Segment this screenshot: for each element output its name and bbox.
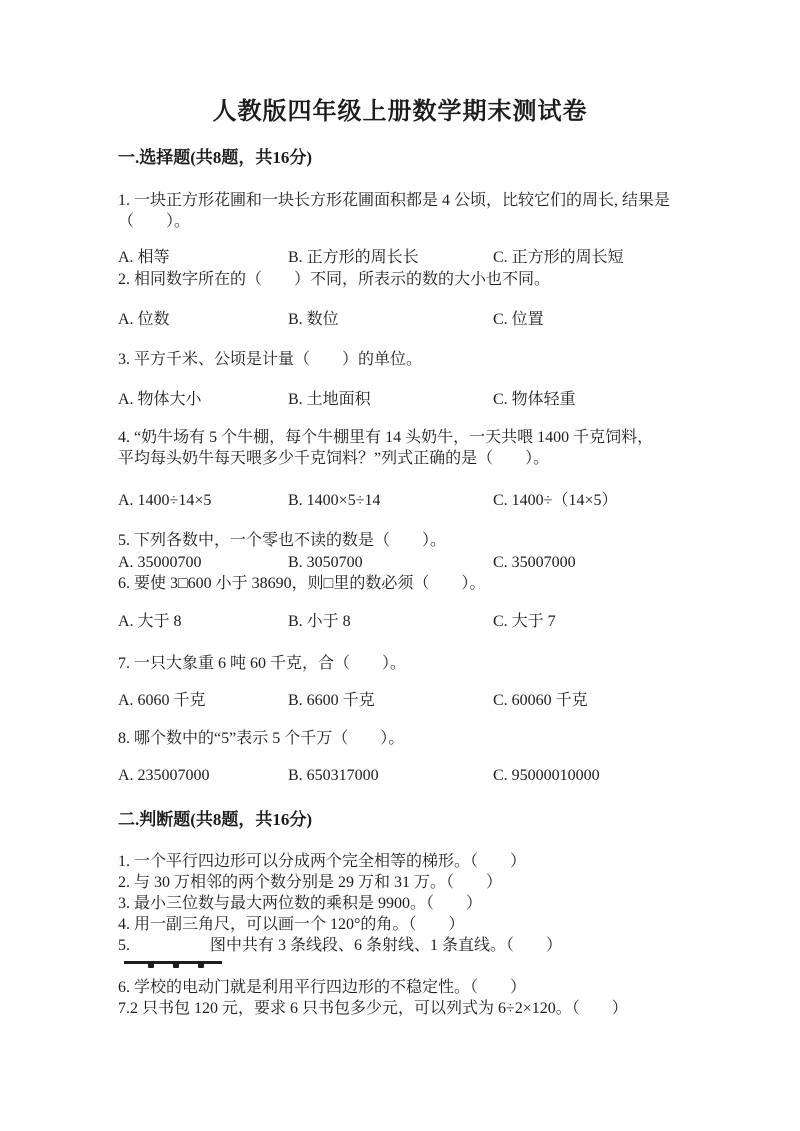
option-b: B. 6600 千克: [288, 692, 375, 709]
option-a: A. 35000700: [118, 554, 202, 571]
choice-q1-text-line1: 1. 一块正方形花圃和一块长方形花圃面积都是 4 公顷，比较它们的周长, 结果是: [118, 192, 671, 209]
choice-q8-text: 8. 哪个数中的“5”表示 5 个千万（ ）。: [118, 730, 405, 747]
choice-q3-options: [118, 389, 722, 410]
choice-q3-text: 3. 平方千米、公顷是计量（ ）的单位。: [118, 351, 423, 368]
choice-q6-text: 6. 要使 3□600 小于 38690，则□里的数必须（ ）。: [118, 575, 486, 592]
option-c: C. 1400÷（14×5）: [493, 492, 618, 509]
figure-point-3: [198, 962, 204, 968]
choice-q7-options: [118, 690, 722, 711]
option-c: C. 正方形的周长短: [493, 249, 624, 266]
judge-q5-text: 5. 图中共有 3 条线段、6 条射线、1 条直线。（ ）: [118, 937, 563, 954]
option-c: C. 位置: [493, 311, 544, 328]
choice-q4-options: [118, 490, 722, 511]
choice-q4-text-line2: 平均每头奶牛每天喂多少千克饲料？”列式正确的是（ ）。: [118, 450, 550, 467]
option-b: B. 数位: [288, 311, 339, 328]
option-c: C. 60060 千克: [493, 692, 588, 709]
option-c: C. 物体轻重: [493, 391, 576, 408]
choice-q7-text: 7. 一只大象重 6 吨 60 千克，合（ ）。: [118, 655, 407, 672]
judge-q4-text: 4. 用一副三角尺，可以画一个 120°的角。（ ）: [118, 916, 465, 933]
choice-q5-text: 5. 下列各数中，一个零也不读的数是（ ）。: [118, 532, 447, 549]
choice-q5-options: [118, 552, 722, 573]
figure-point-1: [148, 962, 154, 968]
choice-q1-text-line2: （ ）。: [118, 213, 191, 230]
option-a: A. 6060 千克: [118, 692, 206, 709]
option-c: C. 大于 7: [493, 613, 556, 630]
choice-q6-options: [118, 611, 722, 632]
choice-q8-options: [118, 765, 722, 786]
section1-heading: 一.选择题(共8题，共16分): [118, 148, 313, 167]
figure-point-2: [173, 962, 179, 968]
option-a: A. 物体大小: [118, 391, 202, 408]
section2-heading: 二.判断题(共8题，共16分): [118, 810, 313, 829]
option-b: B. 3050700: [288, 554, 363, 571]
choice-q2-options: [118, 309, 722, 330]
choice-q4-text-line1: 4. “奶牛场有 5 个牛棚，每个牛棚里有 14 头奶牛，一天共喂 1400 千克饲料，: [118, 429, 654, 446]
option-a: A. 1400÷14×5: [118, 492, 212, 509]
judge-q7-text: 7.2 只书包 120 元，要求 6 只书包多少元，可以列式为 6÷2×120。（ ）: [118, 1000, 628, 1017]
judge-q2-text: 2. 与 30 万相邻的两个数分别是 29 万和 31 万。（ ）: [118, 874, 503, 891]
exam-content: [0, 146, 800, 1019]
option-c: C. 35007000: [493, 554, 576, 571]
exam-title: 人教版四年级上册数学期末测试卷: [212, 99, 588, 125]
option-a: A. 相等: [118, 249, 170, 266]
line-segment-figure: [124, 959, 222, 969]
judge-q1-text: 1. 一个平行四边形可以分成两个完全相等的梯形。（ ）: [118, 853, 527, 870]
option-a: A. 大于 8: [118, 613, 182, 630]
choice-q2-text: 2. 相同数字所在的（ ）不同，所表示的数的大小也不同。: [118, 271, 551, 288]
option-a: A. 235007000: [118, 767, 210, 784]
option-c: C. 95000010000: [493, 767, 600, 784]
option-b: B. 1400×5÷14: [288, 492, 381, 509]
choice-q1-options: [118, 247, 722, 268]
judge-q3-text: 3. 最小三位数与最大两位数的乘积是 9900。（ ）: [118, 895, 483, 912]
option-a: A. 位数: [118, 311, 170, 328]
judge-q6-text: 6. 学校的电动门就是利用平行四边形的不稳定性。（ ）: [118, 979, 527, 996]
option-b: B. 正方形的周长长: [288, 249, 419, 266]
option-b: B. 土地面积: [288, 391, 371, 408]
option-b: B. 小于 8: [288, 613, 351, 630]
option-b: B. 650317000: [288, 767, 379, 784]
